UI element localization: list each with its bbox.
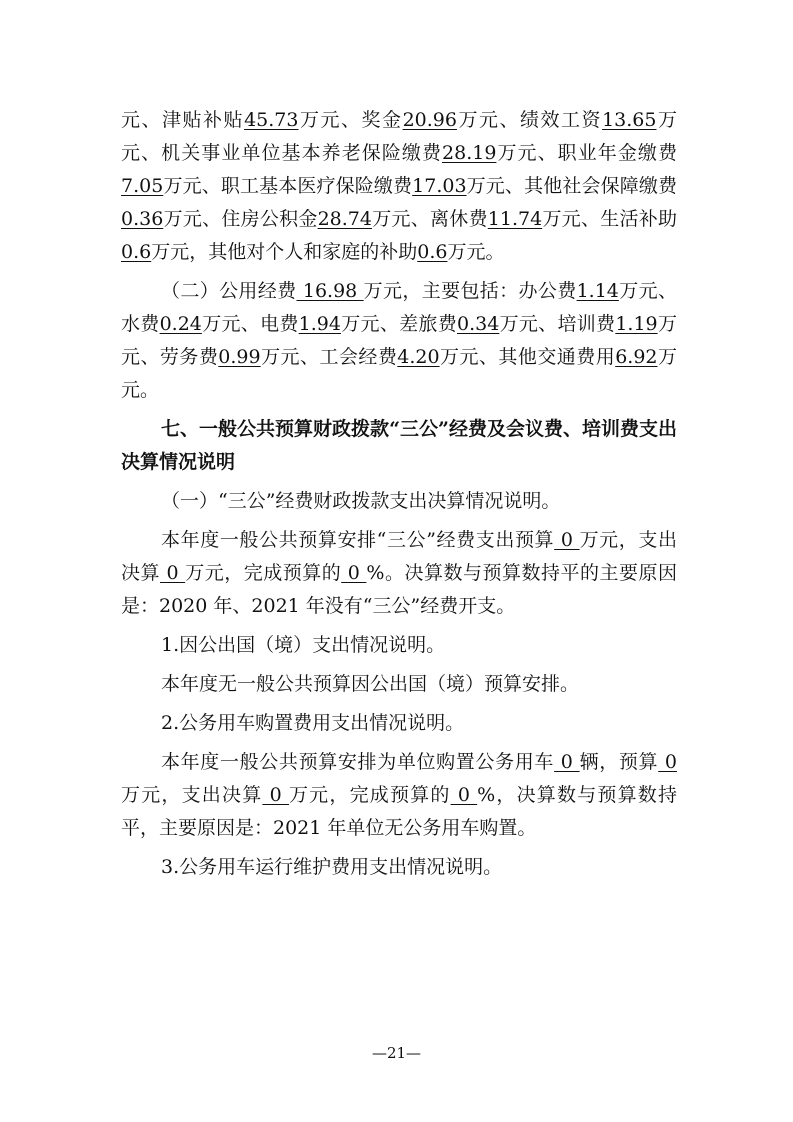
text-segment: （二）公用经费 — [161, 280, 297, 302]
amount-value: 4.20 — [397, 346, 440, 368]
text-segment: 万元、职业年金缴费 — [496, 142, 677, 164]
item-3-title: 3.公务用车运行维护费用支出情况说明。 — [161, 856, 503, 878]
amount-value: 0 — [450, 784, 478, 806]
text-segment: %，决算数与预算数持平，主要原因是：2021 年单位无公务用车购置。 — [121, 784, 677, 839]
amount-value: 16.98 — [296, 280, 364, 302]
amount-value: 7.05 — [121, 175, 164, 197]
text-segment: 元、津贴补贴 — [121, 109, 245, 131]
text-segment: 万元、差旅费 — [340, 313, 457, 335]
amount-value: 0.99 — [218, 346, 261, 368]
text-segment: 本年度一般公共预算安排为单位购置公务用车 — [161, 751, 555, 773]
amount-value: 1.19 — [615, 313, 658, 335]
amount-value: 6.92 — [615, 346, 658, 368]
amount-value: 28.74 — [317, 208, 372, 230]
page-content — [121, 104, 677, 884]
amount-value: 17.03 — [412, 175, 467, 197]
amount-value: 1.14 — [576, 280, 619, 302]
text-segment: 万元、绩效工资 — [456, 109, 603, 131]
section-heading: 七、一般公共预算财政拨款“三公”经费及会议费、培训费支出决算情况说明 — [121, 418, 677, 473]
text-segment: %。决算数与预算数持平的主要原因是：2020 年、2021 年没有“三公”经费开支。 — [121, 562, 677, 617]
text-segment: 万元、其他交通费用 — [439, 346, 616, 368]
text-segment: 万元、奖金 — [298, 109, 403, 131]
amount-value: 28.19 — [442, 142, 497, 164]
subsection-heading: （一）“三公”经费财政拨款支出决算情况说明。 — [161, 490, 561, 512]
amount-value: 0.6 — [121, 241, 152, 263]
item-1-text: 本年度无一般公共预算因公出国（境）预算安排。 — [161, 673, 580, 695]
amount-value: 20.96 — [402, 109, 457, 131]
text-segment: 万元，完成预算的 — [185, 562, 342, 584]
amount-value: 11.74 — [487, 208, 543, 230]
amount-value: 1.94 — [298, 313, 341, 335]
text-segment: 万元、住房公积金 — [163, 208, 318, 230]
amount-value: 0 — [554, 529, 580, 551]
amount-value: 0 — [341, 562, 367, 584]
item-2-title: 2.公务用车购置费用支出情况说明。 — [161, 712, 465, 734]
text-segment: 万元，其他对个人和家庭的补助 — [151, 241, 418, 263]
text-segment: 万元、职工基本医疗保险缴费 — [163, 175, 413, 197]
vehicle-purchase-paragraph — [121, 746, 677, 845]
amount-value: 0 — [262, 784, 289, 806]
text-segment: 万元，支出决算 — [121, 784, 263, 806]
page-number: —21— — [371, 1044, 422, 1062]
text-segment: 万元、培训费 — [499, 313, 616, 335]
text-segment: 本年度一般公共预算安排“三公”经费支出预算 — [161, 529, 555, 551]
text-segment: 万元、电费 — [201, 313, 299, 335]
three-public-expense-paragraph — [121, 524, 677, 623]
public-expense-paragraph — [121, 275, 677, 407]
text-segment: 万元。 — [447, 241, 505, 263]
text-segment: 辆，预算 — [579, 751, 659, 773]
text-segment: 万元、工会经费 — [260, 346, 398, 368]
text-segment: 万元、劳务费 — [121, 313, 677, 368]
amount-value: 13.65 — [602, 109, 657, 131]
amount-value: 0 — [554, 751, 580, 773]
amount-value: 0.36 — [121, 208, 164, 230]
text-segment: 万元、生活补助 — [542, 208, 677, 230]
text-segment: 万元，完成预算的 — [288, 784, 451, 806]
amount-value: 0.24 — [159, 313, 202, 335]
amount-value: 0.6 — [417, 241, 448, 263]
amount-value: 0.34 — [457, 313, 500, 335]
text-segment: 万元，主要包括：办公费 — [363, 280, 577, 302]
personnel-expense-paragraph — [121, 104, 677, 269]
text-segment: 万元，支出决算 — [121, 529, 677, 584]
text-segment: 万元、机关事业单位基本养老保险缴费 — [121, 109, 677, 164]
amount-value: 0 — [160, 562, 186, 584]
text-segment: 万元。 — [121, 346, 677, 401]
text-segment: 万元、其他社会保障缴费 — [466, 175, 677, 197]
amount-value: 0 — [658, 751, 677, 773]
text-segment: 万元、水费 — [121, 280, 677, 335]
item-1-title: 1.因公出国（境）支出情况说明。 — [161, 634, 446, 656]
amount-value: 45.73 — [244, 109, 299, 131]
text-segment: 万元、离休费 — [372, 208, 488, 230]
